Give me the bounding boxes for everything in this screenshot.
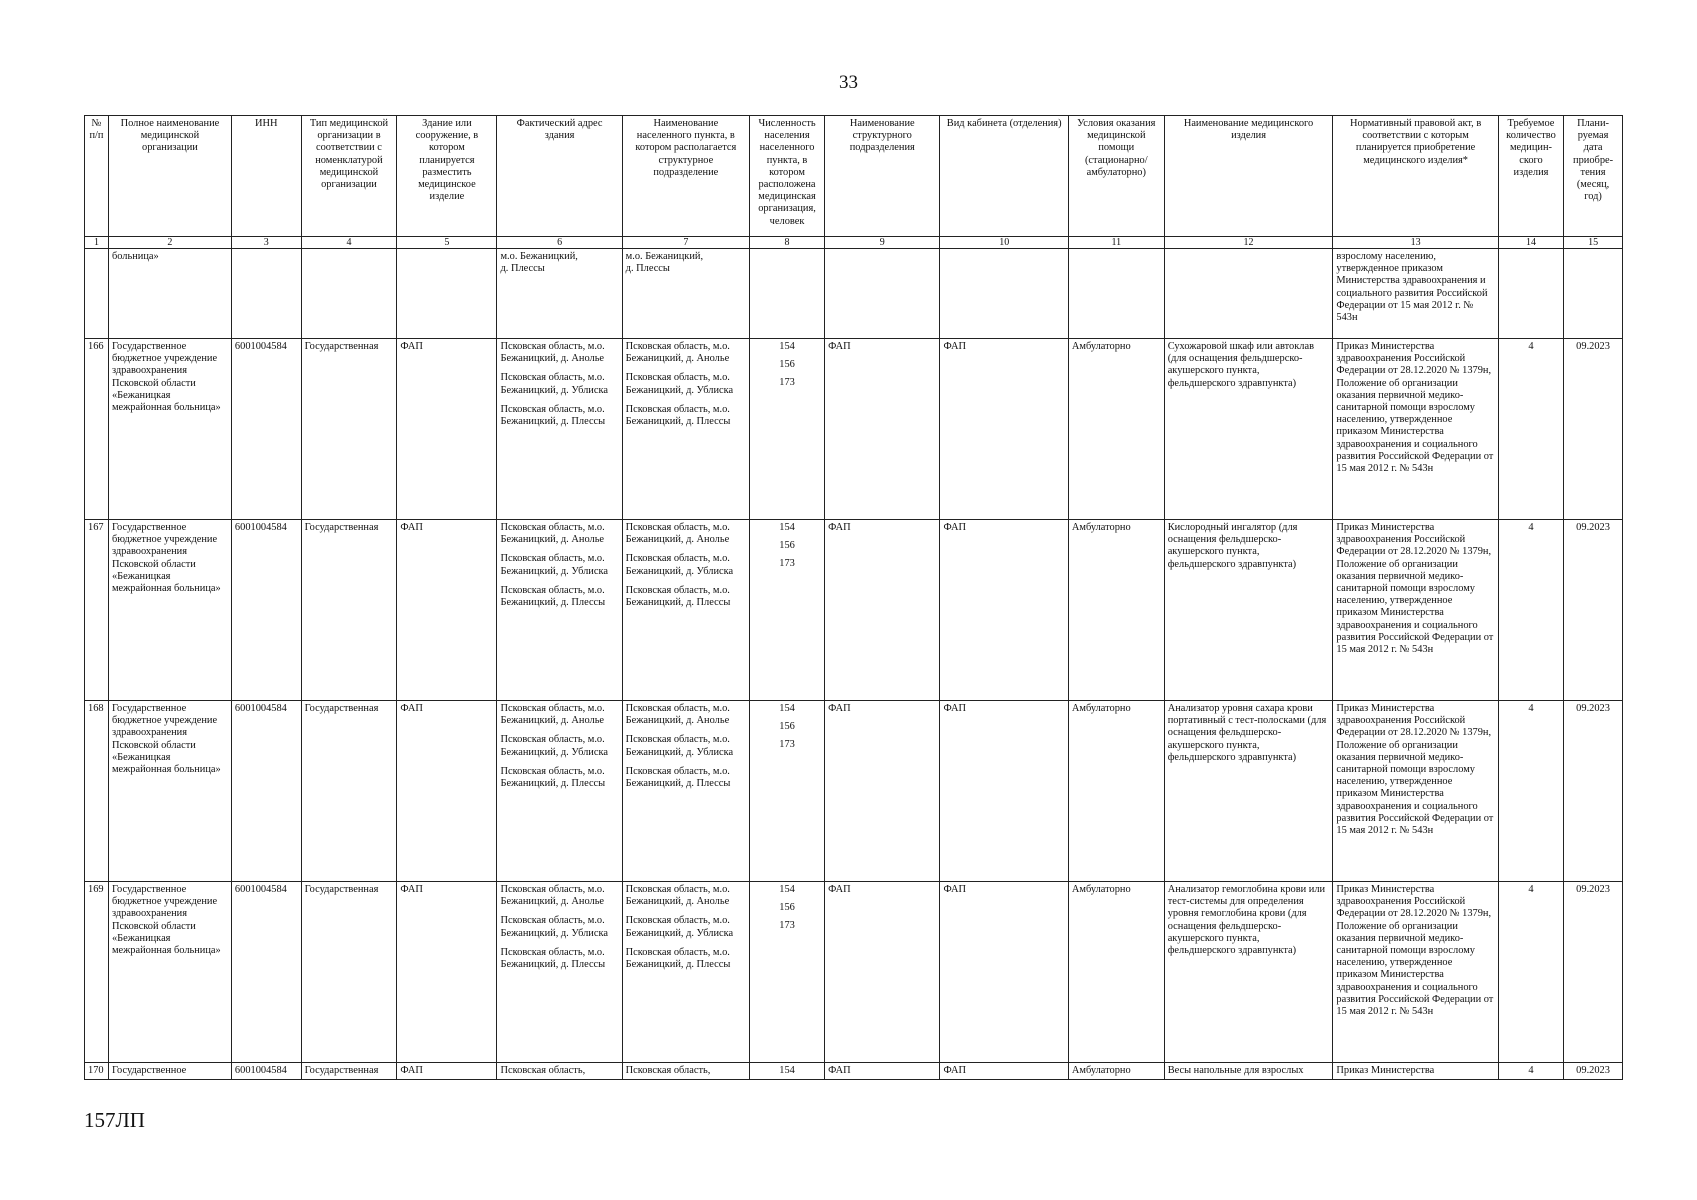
address-line: Псковская область, м.о. Бежаницкий, д. Ублиска [500,915,608,939]
cell-address [497,520,622,701]
cell-settlement [622,339,749,520]
cell-act: Приказ Министерства здравоохранения Российской Федерации от 28.12.2020 № 1379н, Положение об организации оказания первичной медико-санитарной помощи взрослому населению, утвержденное приказом Министерства здравоохранения и социального развития Российской Федерации от 15 мая 2012 г. № 543н [1333,882,1498,1063]
column-number: 8 [750,237,825,249]
table-row [85,339,1623,520]
column-number: 7 [622,237,749,249]
settlement-line: Псковская область, м.о. Бежаницкий, д. Анолье [625,703,730,727]
settlement-line: Псковская область, м.о. Бежаницкий, д. Анолье [625,884,730,908]
settlement-line: Псковская область, м.о. Бежаницкий, д. Плессы [625,765,731,790]
table-row-truncated [85,1063,1623,1080]
cell-cabinet: ФАП [940,701,1068,882]
address-line: Псковская область, м.о. Бежаницкий, д. Плессы [500,403,606,428]
cell-quantity: 4 [1498,520,1563,701]
address-line: Псковская область, м.о. Бежаницкий, д. Анолье [500,703,605,727]
cell-conditions: Амбулаторно [1068,339,1164,520]
header-cell: Здание или сооружение, в котором планируется разместить медицинское изделие [397,116,497,237]
cell-num: 166 [85,339,109,520]
column-number: 6 [497,237,622,249]
cell-date [1564,249,1623,339]
cell-conditions: Амбулаторно [1068,520,1164,701]
header-cell: Наименование медицинского изделия [1164,116,1333,237]
cell-unit: ФАП [825,339,940,520]
cell-org: больница» [108,249,231,339]
cell-population [750,339,825,520]
cell-device: Анализатор гемоглобина крови или тест-системы для определения уровня гемоглобина крови (для оснащения фельдшерско-акушерского пункта, фельдшерского здравпункта) [1164,882,1333,1063]
address-line: Псковская область, м.о. Бежаницкий, д. Анолье [500,341,605,365]
population-value: 154 [779,703,795,714]
cell-act: Приказ Министерства здравоохранения Российской Федерации от 28.12.2020 № 1379н, Положение об организации оказания первичной медико-санитарной помощи взрослому населению, утвержденное приказом Министерства здравоохранения и социального развития Российской Федерации от 15 мая 2012 г. № 543н [1333,520,1498,701]
cell-quantity: 4 [1498,701,1563,882]
settlement-line: Псковская область, м.о. Бежаницкий, д. Плессы [625,946,731,971]
header-cell: Наименование населенного пункта, в котором располагается структурное подразделение [622,116,749,237]
cell-address: Псковская область, [497,1063,622,1080]
cell-unit: ФАП [825,1063,940,1080]
cell-num: 170 [85,1063,109,1080]
cell-conditions [1068,249,1164,339]
cell-quantity: 4 [1498,882,1563,1063]
column-number: 13 [1333,237,1498,249]
cell-building: ФАП [397,1063,497,1080]
address-line: Псковская область, м.о. Бежаницкий, д. Ублиска [500,372,608,396]
header-cell: Полное наименование медицинской организации [108,116,231,237]
column-number: 15 [1564,237,1623,249]
column-number: 10 [940,237,1068,249]
cell-cabinet: ФАП [940,1063,1068,1080]
column-number: 11 [1068,237,1164,249]
column-number: 5 [397,237,497,249]
header-cell: Нормативный правовой акт, в соответствии с которым планируется приобретение медицинского изделия* [1333,116,1498,237]
header-cell: Условия оказания медицинской помощи (стационарно/ амбулаторно) [1068,116,1164,237]
cell-type: Государственная [301,882,397,1063]
cell-unit: ФАП [825,520,940,701]
cell-type: Государственная [301,339,397,520]
table-row [85,520,1623,701]
page-number: 33 [839,72,858,93]
table-row [85,701,1623,882]
header-cell: Фактический адрес здания [497,116,622,237]
address-line: Псковская область, м.о. Бежаницкий, д. Плессы [500,946,606,971]
settlement-line: Псковская область, м.о. Бежаницкий, д. Анолье [625,341,730,365]
cell-type: Государственная [301,520,397,701]
cell-population [750,520,825,701]
cell-device: Анализатор уровня сахара крови портативный с тест-полосками (для оснащения фельдшерско-акушерского пункта, фельдшерского здравпункта) [1164,701,1333,882]
cell-org: Государственное бюджетное учреждение здравоохранения Псковской области «Бежаницкая межрайонная больница» [108,520,231,701]
cell-inn [231,249,301,339]
cell-date: 09.2023 [1564,1063,1623,1080]
cell-device: Сухожаровой шкаф или автоклав (для оснащения фельдшерско-акушерского пункта, фельдшерского здравпункта) [1164,339,1333,520]
cell-population [750,882,825,1063]
cell-num: 169 [85,882,109,1063]
column-number: 9 [825,237,940,249]
address-line: Псковская область, м.о. Бежаницкий, д. Анолье [500,884,605,908]
cell-num [85,249,109,339]
cell-date: 09.2023 [1564,882,1623,1063]
header-cell: Плани-руемая дата приобре-тения (месяц, год) [1564,116,1623,237]
address-line: Псковская область, м.о. Бежаницкий, д. Ублиска [500,734,608,758]
cell-building [397,249,497,339]
header-cell: ИНН [231,116,301,237]
cell-building: ФАП [397,520,497,701]
cell-device: Весы напольные для взрослых [1164,1063,1333,1080]
header-cell: Численность населения населенного пункта, в котором расположена медицинская организация, человек [750,116,825,237]
cell-cabinet: ФАП [940,339,1068,520]
cell-settlement: м.о. Бежаницкий, д. Плессы [622,249,749,339]
address-line: Псковская область, м.о. Бежаницкий, д. Анолье [500,522,605,546]
medical-equipment-table [84,115,1623,1080]
cell-cabinet: ФАП [940,882,1068,1063]
column-number: 3 [231,237,301,249]
cell-type: Государственная [301,1063,397,1080]
cell-unit: ФАП [825,701,940,882]
population-value: 173 [779,920,795,932]
header-cell: Требуемое количество медицин-ского изделия [1498,116,1563,237]
cell-population: 154 [750,1063,825,1080]
cell-type [301,249,397,339]
cell-type: Государственная [301,701,397,882]
cell-inn: 6001004584 [231,520,301,701]
cell-org: Государственное бюджетное учреждение здравоохранения Псковской области «Бежаницкая межрайонная больница» [108,339,231,520]
cell-building: ФАП [397,339,497,520]
header-cell: Тип медицинской организации в соответствии с номенклатурой медицинской организации [301,116,397,237]
cell-date: 09.2023 [1564,701,1623,882]
settlement-line: Псковская область, м.о. Бежаницкий, д. Анолье [625,522,730,546]
cell-population [750,701,825,882]
population-value: 173 [779,558,795,570]
cell-inn: 6001004584 [231,339,301,520]
cell-address [497,701,622,882]
address-line: Псковская область, м.о. Бежаницкий, д. Ублиска [500,553,608,577]
population-value: 154 [779,341,795,352]
column-number: 14 [1498,237,1563,249]
cell-org: Государственное бюджетное учреждение здравоохранения Псковской области «Бежаницкая межрайонная больница» [108,701,231,882]
column-number: 12 [1164,237,1333,249]
population-value: 156 [779,540,795,552]
cell-inn: 6001004584 [231,882,301,1063]
cell-act: Приказ Министерства здравоохранения Российской Федерации от 28.12.2020 № 1379н, Положение об организации оказания первичной медико-санитарной помощи взрослому населению, утвержденное приказом Министерства здравоохранения и социального развития Российской Федерации от 15 мая 2012 г. № 543н [1333,701,1498,882]
cell-unit: ФАП [825,882,940,1063]
cell-address: м.о. Бежаницкий, д. Плессы [497,249,622,339]
cell-device: Кислородный ингалятор (для оснащения фельдшерско-акушерского пункта, фельдшерского здравпункта) [1164,520,1333,701]
cell-act: Приказ Министерства здравоохранения Российской Федерации от 28.12.2020 № 1379н, Положение об организации оказания первичной медико-санитарной помощи взрослому населению, утвержденное приказом Министерства здравоохранения и социального развития Российской Федерации от 15 мая 2012 г. № 543н [1333,339,1498,520]
cell-date: 09.2023 [1564,520,1623,701]
document-code: 157ЛП [84,1108,145,1132]
address-line: Псковская область, м.о. Бежаницкий, д. Плессы [500,765,606,790]
table-row [85,882,1623,1063]
cell-cabinet [940,249,1068,339]
cell-cabinet: ФАП [940,520,1068,701]
cell-settlement [622,882,749,1063]
cell-address [497,882,622,1063]
header-row [85,116,1623,237]
cell-conditions: Амбулаторно [1068,882,1164,1063]
cell-quantity: 4 [1498,1063,1563,1080]
population-value: 154 [779,884,795,895]
column-number: 4 [301,237,397,249]
settlement-line: Псковская область, м.о. Бежаницкий, д. Ублиска [625,915,734,939]
cell-building: ФАП [397,882,497,1063]
settlement-line: Псковская область, м.о. Бежаницкий, д. Плессы [625,584,731,609]
cell-quantity: 4 [1498,339,1563,520]
population-value: 156 [779,902,795,914]
header-cell: Вид кабинета (отделения) [940,116,1068,237]
column-number: 1 [85,237,109,249]
cell-building: ФАП [397,701,497,882]
population-value: 173 [779,739,795,751]
cell-org: Государственное [108,1063,231,1080]
cell-inn: 6001004584 [231,1063,301,1080]
cell-date: 09.2023 [1564,339,1623,520]
cell-population [750,249,825,339]
settlement-line: Псковская область, м.о. Бежаницкий, д. Ублиска [625,734,734,758]
header-cell: № п/п [85,116,109,237]
cell-act: взрослому населению, утвержденное приказом Министерства здравоохранения и социального развития Российской Федерации от 15 мая 2012 г. № 543н [1333,249,1498,339]
column-number-row [85,237,1623,249]
cell-address [497,339,622,520]
cell-act: Приказ Министерства [1333,1063,1498,1080]
cell-num: 168 [85,701,109,882]
cell-device [1164,249,1333,339]
cell-conditions: Амбулаторно [1068,701,1164,882]
settlement-line: Псковская область, м.о. Бежаницкий, д. Ублиска [625,553,734,577]
address-line: Псковская область, м.о. Бежаницкий, д. Плессы [500,584,606,609]
cell-unit [825,249,940,339]
settlement-line: Псковская область, м.о. Бежаницкий, д. Ублиска [625,372,734,396]
header-cell: Наименование структурного подразделения [825,116,940,237]
table-row-continuation [85,249,1623,339]
settlement-line: Псковская область, м.о. Бежаницкий, д. Плессы [625,403,731,428]
cell-settlement [622,701,749,882]
cell-org: Государственное бюджетное учреждение здравоохранения Псковской области «Бежаницкая межрайонная больница» [108,882,231,1063]
column-number: 2 [108,237,231,249]
cell-quantity [1498,249,1563,339]
population-value: 154 [779,522,795,533]
population-value: 156 [779,721,795,733]
cell-num: 167 [85,520,109,701]
cell-settlement [622,520,749,701]
population-value: 156 [779,359,795,371]
cell-settlement: Псковская область, [622,1063,749,1080]
cell-inn: 6001004584 [231,701,301,882]
cell-conditions: Амбулаторно [1068,1063,1164,1080]
population-value: 173 [779,377,795,389]
